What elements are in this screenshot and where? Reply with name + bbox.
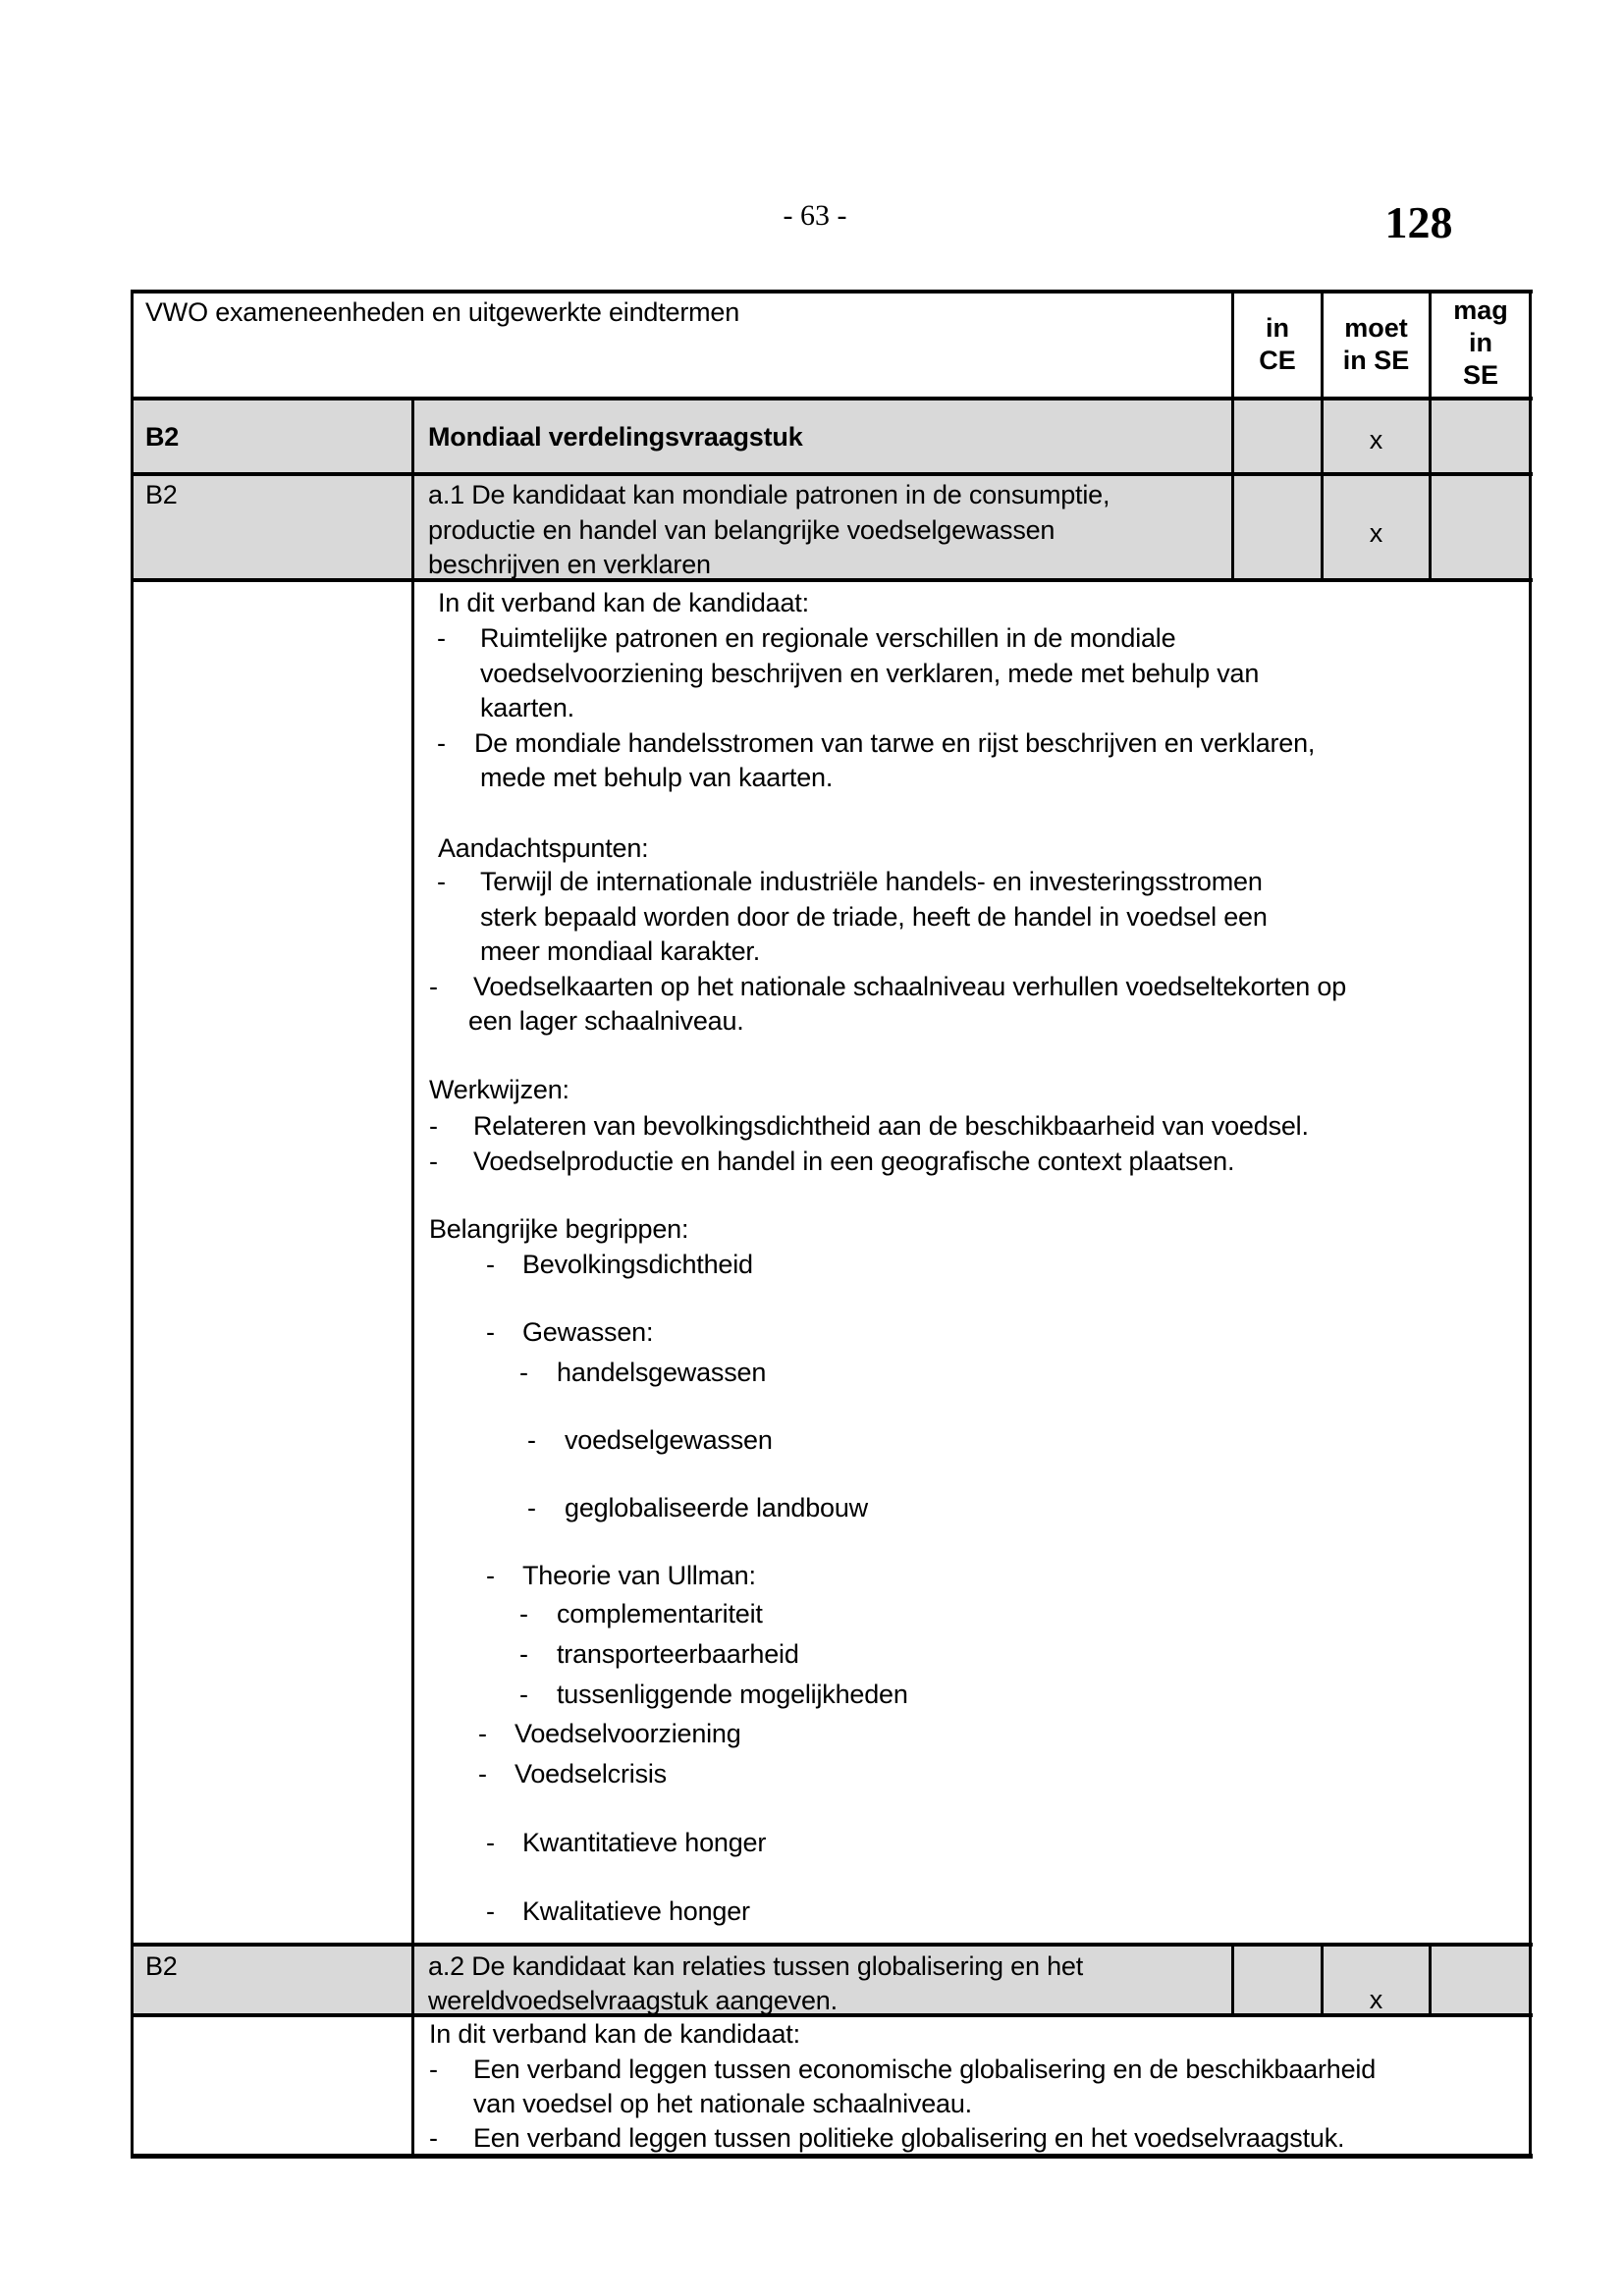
- eindterm-text: a.1 De kandidaat kan mondiale patronen in de consumptie,: [428, 480, 1110, 509]
- header-line: in: [1469, 328, 1492, 357]
- bullet-text: De mondiale handelsstromen van tarwe en rijst beschrijven en verklaren,: [474, 728, 1316, 758]
- bullet-dash: -: [486, 1317, 495, 1347]
- col-header-moet-in-se: [1324, 312, 1429, 377]
- bullet-dash: -: [429, 1147, 438, 1176]
- eindterm-text: wereldvoedselvraagstuk aangeven.: [428, 1986, 838, 2015]
- eindterm-text: a.2 De kandidaat kan relaties tussen globalisering en het: [428, 1951, 1084, 1981]
- aandachtspunten-title: Aandachtspunten:: [438, 833, 649, 863]
- moet-in-se-mark: x: [1369, 425, 1383, 454]
- moet-in-se-mark: x: [1369, 1985, 1383, 2014]
- bullet-dash: -: [486, 1250, 495, 1279]
- col-divider: [411, 397, 414, 2159]
- begrip-item: Kwantitatieve honger: [522, 1828, 767, 1857]
- table-header-title: VWO exameneenheden en uitgewerkte eindtermen: [145, 297, 740, 327]
- bullet-text: voedselvoorziening beschrijven en verklaren, mede met behulp van: [480, 659, 1260, 688]
- row-code: B2: [145, 480, 178, 509]
- bullet-text: Een verband leggen tussen politieke globalisering en het voedselvraagstuk.: [473, 2123, 1345, 2153]
- bullet-text: Een verband leggen tussen economische globalisering en de beschikbaarheid: [473, 2055, 1377, 2084]
- bullet-dash: -: [519, 1358, 528, 1387]
- col-header-mag-in-se: [1432, 294, 1530, 392]
- begrip-subitem: tussenliggende mogelijkheden: [557, 1680, 908, 1709]
- bullet-dash: -: [478, 1759, 487, 1789]
- bullet-dash: -: [519, 1680, 528, 1709]
- begrip-subitem: transporteerbaarheid: [557, 1639, 799, 1669]
- col-divider: [1231, 1943, 1234, 2016]
- body-intro: In dit verband kan de kandidaat:: [429, 2019, 800, 2049]
- bullet-dash: -: [429, 1111, 438, 1141]
- header-line: in: [1266, 313, 1289, 343]
- col-divider: [1429, 1943, 1432, 2016]
- bullet-text: Voedselproductie en handel in een geografische context plaatsen.: [473, 1147, 1235, 1176]
- col-header-in-ce: [1234, 312, 1321, 377]
- bullet-dash: -: [527, 1493, 536, 1522]
- begrip-item: Theorie van Ullman:: [522, 1561, 756, 1590]
- bullet-text: van voedsel op het nationale schaalniveau.: [473, 2089, 972, 2118]
- bullet-text: Ruimtelijke patronen en regionale verschillen in de mondiale: [480, 623, 1176, 653]
- bullet-dash: -: [486, 1896, 495, 1926]
- body-intro: In dit verband kan de kandidaat:: [438, 588, 809, 617]
- bullet-dash: -: [429, 2123, 438, 2153]
- eindterm-text: productie en handel van belangrijke voedselgewassen: [428, 515, 1056, 545]
- bullet-dash: -: [486, 1561, 495, 1590]
- header-line: in SE: [1342, 346, 1410, 375]
- bullet-dash: -: [437, 623, 446, 653]
- bullet-text: mede met behulp van kaarten.: [480, 763, 834, 792]
- bullet-text: een lager schaalniveau.: [468, 1006, 744, 1036]
- row-title: Mondiaal verdelingsvraagstuk: [428, 422, 803, 452]
- bullet-text: kaarten.: [480, 693, 574, 722]
- bullet-dash: -: [429, 2055, 438, 2084]
- begrip-subitem: geglobaliseerde landbouw: [565, 1493, 868, 1522]
- begrip-subitem: voedselgewassen: [565, 1425, 773, 1455]
- begrip-subitem: complementariteit: [557, 1599, 763, 1629]
- begrip-item: Voedselvoorziening: [514, 1719, 741, 1748]
- table-border-left: [131, 290, 134, 2159]
- begrip-item: Gewassen:: [522, 1317, 654, 1347]
- bullet-dash: -: [437, 867, 446, 896]
- begrippen-title: Belangrijke begrippen:: [429, 1214, 689, 1244]
- bullet-text: Voedselkaarten op het nationale schaalniveau verhullen voedseltekorten op: [473, 972, 1347, 1001]
- bullet-text: Terwijl de internationale industriële handels- en investeringsstromen: [480, 867, 1263, 896]
- header-line: CE: [1259, 346, 1296, 375]
- begrip-subitem: handelsgewassen: [557, 1358, 767, 1387]
- row-code: B2: [145, 1951, 178, 1981]
- moet-in-se-mark: x: [1369, 518, 1383, 548]
- bullet-dash: -: [478, 1719, 487, 1748]
- bullet-text: sterk bepaald worden door de triade, heeft de handel in voedsel een: [480, 902, 1268, 932]
- bullet-text: Relateren van bevolkingsdichtheid aan de beschikbaarheid van voedsel.: [473, 1111, 1309, 1141]
- header-line: mag: [1453, 295, 1508, 325]
- begrip-item: Voedselcrisis: [514, 1759, 667, 1789]
- row-code: B2: [145, 422, 180, 452]
- werkwijzen-title: Werkwijzen:: [429, 1075, 569, 1104]
- bullet-text: meer mondiaal karakter.: [480, 936, 761, 966]
- header-line: SE: [1462, 360, 1499, 390]
- bullet-dash: -: [519, 1599, 528, 1629]
- bullet-dash: -: [437, 728, 446, 758]
- table-border-right: [1529, 290, 1532, 2159]
- bullet-dash: -: [519, 1639, 528, 1669]
- bullet-dash: -: [527, 1425, 536, 1455]
- begrip-item: Bevolkingsdichtheid: [522, 1250, 753, 1279]
- page-number-stamp: 128: [1384, 197, 1453, 247]
- bullet-dash: -: [429, 972, 438, 1001]
- header-line: moet: [1344, 313, 1408, 343]
- eindterm-text: beschrijven en verklaren: [428, 550, 711, 579]
- page-number: - 63 -: [783, 199, 847, 232]
- bullet-dash: -: [486, 1828, 495, 1857]
- begrip-item: Kwalitatieve honger: [522, 1896, 750, 1926]
